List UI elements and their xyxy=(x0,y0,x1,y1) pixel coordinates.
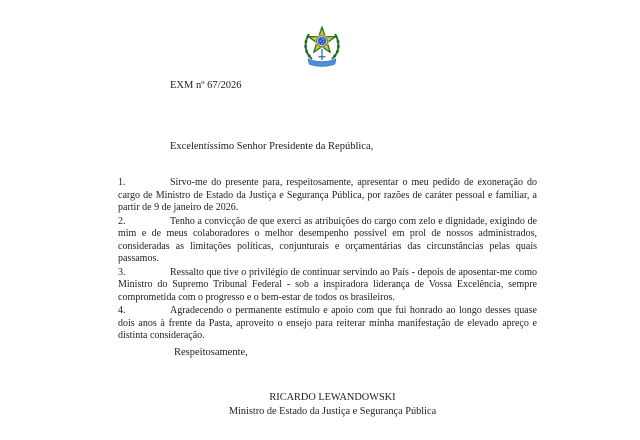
paragraph-text: Sirvo-me do presente para, respeitosamente, apresentar o meu pedido de exoneração do cargo de Ministro de Estado da Justiça e Segurança Pública, por razões de caráter pessoal e familiar, a partir de 9 de janeiro de 2026. xyxy=(118,177,537,213)
salutation: Excelentíssimo Senhor Presidente da República, xyxy=(170,141,374,152)
signature-block xyxy=(123,391,542,418)
paragraph-text: Tenho a convicção de que exerci as atribuições do cargo com zelo e dignidade, exigindo de mim e de meus colaboradores o melhor desempenho possível em prol de nossos administrados, consideradas as limitações políticas, conjunturais e orçamentárias das circunstâncias pelas quais passamos. xyxy=(118,215,537,264)
signature-name: RICARDO LEWANDOWSKI xyxy=(269,392,396,403)
paragraph-text: Agradecendo o permanente estímulo e apoio com que fui honrado ao longo desses quase dois anos à frente da Pasta, aproveito o ensejo para reiterar minha manifestação de elevado apreço e distinta consideração. xyxy=(118,305,537,341)
paragraph xyxy=(118,305,537,343)
paragraph xyxy=(118,177,537,215)
paragraph-number: 1. xyxy=(118,177,126,188)
paragraph-number: 4. xyxy=(118,305,126,316)
paragraph xyxy=(118,216,537,266)
reference-number: EXM nº 67/2026 xyxy=(170,80,242,91)
paragraph-number: 2. xyxy=(118,215,126,227)
paragraph-number: 3. xyxy=(118,266,126,278)
paragraph xyxy=(118,267,537,305)
closing: Respeitosamente, xyxy=(174,347,248,358)
letter-body xyxy=(118,177,537,344)
brazil-coat-of-arms-icon xyxy=(301,22,343,68)
paragraph-text: Ressalto que tive o privilégio de continuar servindo ao País - depois de aposentar-me como Ministro do Supremo Tribunal Federal - sob a inspiradora liderança de Vossa Excelência, sempre comprometida com o progresso e o bem-estar de todos os brasileiros. xyxy=(118,266,537,303)
signature-title: Ministro de Estado da Justiça e Segurança Pública xyxy=(228,405,437,417)
